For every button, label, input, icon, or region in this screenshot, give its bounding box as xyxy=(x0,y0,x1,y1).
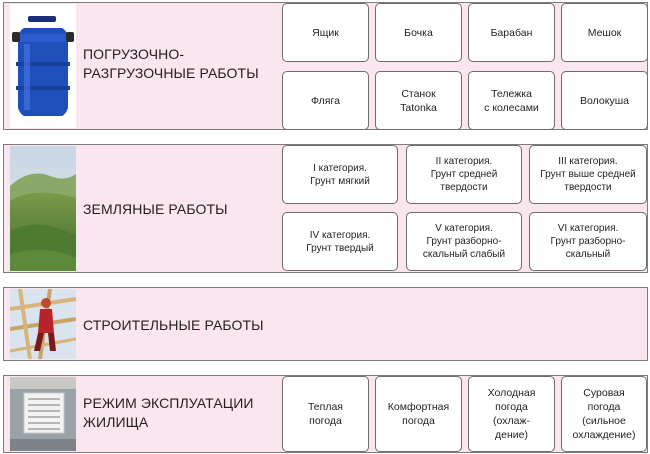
tile-box[interactable]: Ящик xyxy=(282,3,369,62)
section-title-loading xyxy=(83,45,259,83)
tile-wheeled-cart[interactable]: Тележка с колесами xyxy=(468,71,555,130)
tile-cold-weather[interactable]: Холодная погода (охлаж- дение) xyxy=(468,376,555,452)
tile-severe-weather[interactable]: Суровая погода (сильное охлаждение) xyxy=(561,376,647,452)
tile-warm-weather[interactable]: Теплая погода xyxy=(282,376,369,452)
section-title-dwelling xyxy=(83,394,254,432)
section-construction xyxy=(3,287,648,361)
tile-tatonka-frame[interactable]: Станок Tatonka xyxy=(375,71,462,130)
section-title-construction xyxy=(83,316,264,335)
section-title-text: ПОГРУЗОЧНО- РАЗГРУЗОЧНЫЕ РАБОТЫ xyxy=(83,46,259,81)
construction-worker-icon xyxy=(10,289,76,359)
tile-category-3[interactable]: III категория. Грунт выше средней твердости xyxy=(529,145,647,204)
blue-barrel-icon xyxy=(10,4,76,128)
section-title-text: ЗЕМЛЯНЫЕ РАБОТЫ xyxy=(83,201,228,217)
tile-category-1[interactable]: I категория. Грунт мягкий xyxy=(282,145,398,204)
section-title-text: РЕЖИМ ЭКСПЛУАТАЦИИ ЖИЛИЩА xyxy=(83,395,254,430)
section-title-text: СТРОИТЕЛЬНЫЕ РАБОТЫ xyxy=(83,317,264,333)
tile-drag-sled[interactable]: Волокуша xyxy=(561,71,648,130)
tile-comfort-weather[interactable]: Комфортная погода xyxy=(375,376,462,452)
green-hills-icon xyxy=(10,146,76,271)
tile-flask[interactable]: Фляга xyxy=(282,71,369,130)
tile-category-5[interactable]: V категория. Грунт разборно- скальный слабый xyxy=(406,212,522,271)
tile-category-2[interactable]: II категория. Грунт средней твердости xyxy=(406,145,522,204)
ventilation-grille-icon xyxy=(10,377,76,451)
tile-drum[interactable]: Барабан xyxy=(468,3,555,62)
section-title-earthwork xyxy=(83,200,228,219)
tile-barrel[interactable]: Бочка xyxy=(375,3,462,62)
tile-sack[interactable]: Мешок xyxy=(561,3,648,62)
tile-category-4[interactable]: IV категория. Грунт твердый xyxy=(282,212,398,271)
tile-category-6[interactable]: VI категория. Грунт разборно- скальный xyxy=(529,212,647,271)
